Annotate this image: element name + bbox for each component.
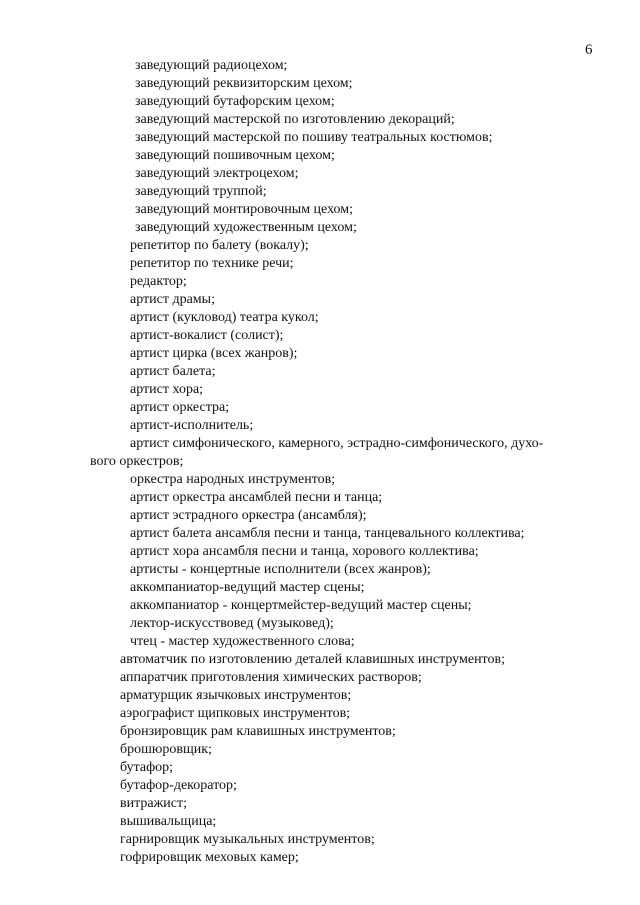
occupation-list (0, 57, 640, 867)
list-item: артист драмы; (130, 292, 215, 307)
list-item: бронзировщик рам клавишных инструментов; (120, 724, 396, 739)
page-number: 6 (585, 42, 593, 58)
list-item: заведующий мастерской по пошиву театральных костюмов; (135, 130, 493, 145)
list-item: оркестра народных инструментов; (130, 472, 336, 487)
list-item: заведующий труппой; (135, 184, 267, 199)
list-item: заведующий электроцехом; (135, 166, 299, 181)
list-item: артист оркестра ансамблей песни и танца; (130, 490, 383, 505)
list-item: артист оркестра; (130, 400, 230, 415)
list-item: аккомпаниатор-ведущий мастер сцены; (130, 580, 365, 595)
list-item: аэрографист щипковых инструментов; (120, 706, 351, 721)
list-item: артист хора ансамбля песни и танца, хорового коллектива; (130, 544, 479, 559)
list-item: аккомпаниатор - концертмейстер-ведущий мастер сцены; (130, 598, 472, 613)
list-item: заведующий бутафорским цехом; (135, 94, 335, 109)
list-item: витражист; (120, 796, 187, 811)
list-item: заведующий реквизиторским цехом; (135, 76, 353, 91)
list-item: гарнировщик музыкальных инструментов; (120, 832, 375, 847)
list-item: брошюровщик; (120, 742, 212, 757)
list-item: заведующий пошивочным цехом; (135, 148, 335, 163)
list-item: вого оркестров; (90, 454, 184, 469)
list-item: репетитор по балету (вокалу); (130, 238, 309, 253)
list-item: арматурщик язычковых инструментов; (120, 688, 352, 703)
list-item: артист-вокалист (солист); (130, 328, 284, 343)
list-item: артист балета; (130, 364, 216, 379)
list-item: редактор; (130, 274, 187, 289)
list-item: артист хора; (130, 382, 204, 397)
list-item: заведующий художественным цехом; (135, 220, 357, 235)
list-item: чтец - мастер художественного слова; (130, 634, 355, 649)
list-item: аппаратчик приготовления химических растворов; (120, 670, 422, 685)
list-item: лектор-искусствовед (музыковед); (130, 616, 334, 631)
list-item: артист эстрадного оркестра (ансамбля); (130, 508, 367, 523)
list-item: артист симфонического, камерного, эстрадно-симфонического, духо- (130, 436, 544, 451)
list-item: заведующий радиоцехом; (135, 58, 288, 73)
list-item: гофрировщик меховых камер; (120, 850, 299, 865)
list-item: артист цирка (всех жанров); (130, 346, 298, 361)
list-item: бутафор; (120, 760, 174, 775)
list-item: бутафор-декоратор; (120, 778, 237, 793)
list-item: автоматчик по изготовлению деталей клавишных инструментов; (120, 652, 505, 667)
list-item: заведующий мастерской по изготовлению декораций; (135, 112, 455, 127)
list-item: артист-исполнитель; (130, 418, 254, 433)
list-item: артисты - концертные исполнители (всех жанров); (130, 562, 431, 577)
list-item: вышивальщица; (120, 814, 217, 829)
list-item: репетитор по технике речи; (130, 256, 294, 271)
list-item: артист балета ансамбля песни и танца, танцевального коллектива; (130, 526, 525, 541)
list-item: заведующий монтировочным цехом; (135, 202, 354, 217)
list-item: артист (кукловод) театра кукол; (130, 310, 319, 325)
